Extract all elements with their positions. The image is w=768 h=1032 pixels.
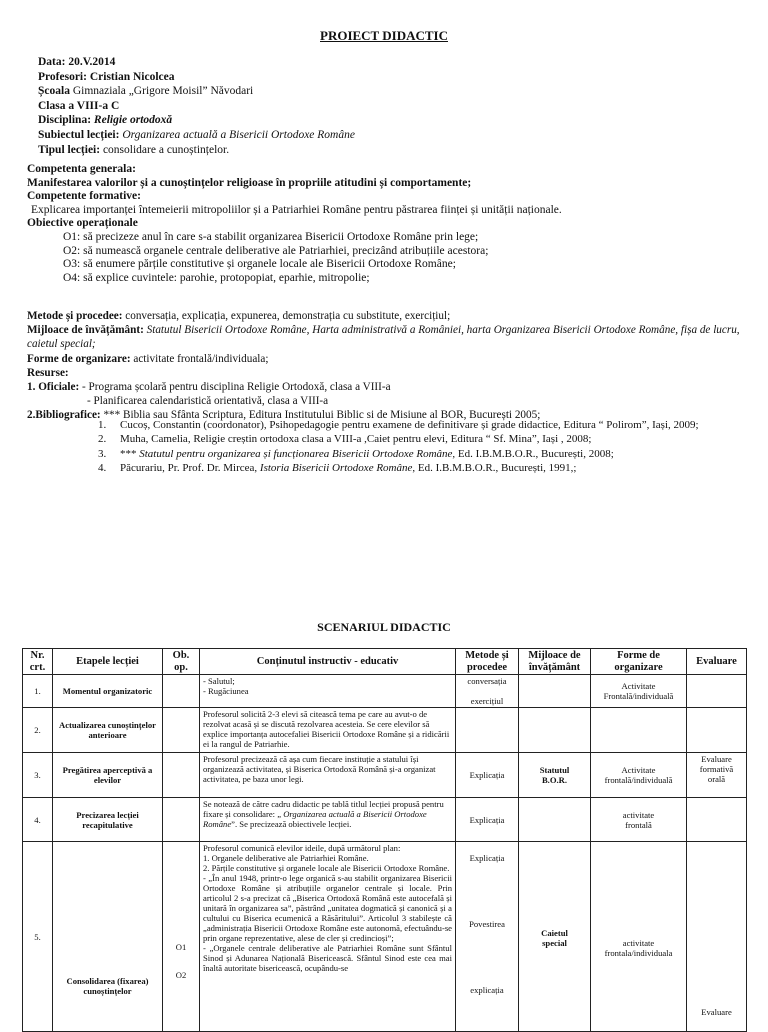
bibliography-item: 1. Cucoș, Constantin (coordonator), Psihopedagogie pentru examene de definitivare și grade didactice, Editura “ Polirom”, Iași, 2009; (98, 419, 699, 431)
header-forme: Forme de organizare (591, 649, 687, 675)
header-evaluare: Evaluare (687, 649, 747, 675)
official-label: 1. Oficiale: (27, 381, 80, 394)
discipline-value: Religie ortodoxă (93, 114, 173, 127)
subject-value: Organizarea actuală a Bisericii Ortodoxe Române (122, 128, 355, 141)
table-row: 3. Pregătirea aperceptivă a elevilor Profesorul precizează că așa cum fiecare instituție a statului își organizează activitatea, și Biserica Ortodoxă Română și-a organizat activitatea, pe baza unor legi. Explicația Statutul B.O.R. Activitate frontală/individuală Evaluare formativă orală (23, 753, 747, 798)
objectives-label: Obiective operaționale (27, 217, 138, 230)
date-label: Data: (38, 56, 66, 68)
bibliography-first: *** Biblia sau Sfânta Scriptura, Editura Institutului Biblic si de Misiune al BOR, București 2005; (103, 409, 541, 422)
official-item-2: - Planificarea calendaristică orientativă, clasa a VIII-a (87, 395, 329, 408)
lesson-header (38, 55, 355, 157)
header-ob: Ob. op. (163, 649, 200, 675)
header-mijloace: Mijloace de învățământ (519, 649, 591, 675)
header-nr: Nr. crt. (23, 649, 53, 675)
formative-competences-text: Explicarea importanței întemeierii mitropoliilor și a Patriarhiei Române pentru păstrarea ființei și unității naționale. (31, 203, 562, 216)
bibliography-item: 3. *** Statutul pentru organizarea și funcționarea Bisericii Ortodoxe Române, Ed. I.B.M.B.O.R., București, 2008; (98, 447, 614, 460)
objective-o1: O1: să precizeze anul în care s-a stabilit organizarea Bisericii Ortodoxe Române prin lege; (63, 230, 479, 243)
objective-o4: O4: să explice cuvintele: parohie, protopopiat, eparhie, mitropolie; (63, 271, 370, 284)
scenario-table (22, 648, 747, 1032)
means-value: Statutul Bisericii Ortodoxe Române, Harta administrativă a României, harta Organizarea Bisericii Ortodoxe Române, fișa de lucru, caietul special; (27, 324, 740, 351)
forms-label: Forme de organizare: (27, 352, 131, 365)
table-row: 5. Consolidarea (fixarea) cunoștințelor O1 O2 Profesorul comunică elevilor ideile, după următorul plan: 1. Organele deliberative ale Patriarhiei Române. 2. Părțile constitutive și organele locale ale Bisericii Ortodoxe Române. - „În anul 1948, printr-o lege organică s-au stabilit organizarea Bisericii Ortodoxe Române și atribuțiile organelor centrale și locale. Prin articolul 2 s-a precizat că „Biserica Ortodoxă Română este autocefală și unitară în organizarea sa”, păstrând „unitatea dogmatică și canonică și a cultului cu Biserica ecumenică a Răsăritului”. Articolul 3 stabilește că „administrația Bisericii Ortodoxe Române este autonomă, efectuându-se prin organe reprezentative, alese de cler și credincioși”; - „Organele centrale deliberative ale Patriarhiei Române sunt Sfântul Sinod și Adunarea Națională Bisericească. Sfântul Sinod este cea mai înaltă autoritate bisericească, ocupându-se Explicația Povestirea explicația Caietul special activitate frontala/individuala Evaluare (23, 842, 747, 1032)
table-row: 1. Momentul organizatoric - Salutul; - Rugăciunea conversația exercițiul Activitate Frontală/individuală (23, 675, 747, 708)
bibliography-list (0, 418, 699, 476)
competences-section (27, 163, 562, 285)
resources-label: Resurse: (27, 366, 69, 379)
lesson-type-value: consolidare a cunoștințelor. (102, 143, 230, 156)
class-value: Clasa a VIII-a C (38, 99, 120, 112)
date-value: 20.V.2014 (68, 56, 116, 68)
scenario-title: SCENARIUL DIDACTIC (317, 620, 451, 634)
bibliography-item: 2. Muha, Camelia, Religie creștin ortodoxa clasa a VIII-a ,Caiet pentru elevi, Editura “ Sf. Mina”, Iași , 2008; (98, 433, 592, 446)
school-value: Gimnaziala „Grigore Moisil” Năvodari (72, 85, 254, 98)
objective-o2: O2: să numească organele centrale deliberative ale Patriarhiei, precizând atribuțiile acestora; (63, 244, 489, 257)
table-row: 2. Actualizarea cunoștințelor anterioare Profesorul solicită 2-3 elevi să citească tema pe care au avut-o de rezolvat acasă și se discută rezolvarea acesteia. Se cere elevilor să explice importanța autocefaliei Bisericii Ortodoxe Române și a ridicării ei la rangul de Patriarhie. (23, 708, 747, 753)
objective-o3: O3: să enumere părțile constitutive și organele locale ale Bisericii Ortodoxe Române; (63, 258, 456, 271)
header-continut: Conținutul instructiv - educativ (200, 649, 456, 675)
resources-section (27, 309, 747, 423)
document-title: PROIECT DIDACTIC (320, 28, 448, 43)
formative-competences-label: Competente formative: (27, 190, 141, 203)
school-label: Școala (38, 85, 70, 98)
table-row: 4. Precizarea lecției recapitulative Se notează de către cadru didactic pe tablă titlul lecției propusă pentru fixare și consolidare: „ Organizarea actuală a Bisericii Ortodoxe Române”. Se precizează obiectivele lecției. Explicația activitate frontală (23, 798, 747, 842)
means-label: Mijloace de învățământ: (27, 324, 144, 337)
header-metode: Metode și procedee (456, 649, 519, 675)
methods-label: Metode și procedee: (27, 310, 123, 322)
forms-value: activitate frontală/individuala; (133, 352, 269, 365)
teachers-label: Profesori: (38, 70, 87, 83)
lesson-type-label: Tipul lecției: (38, 143, 101, 156)
methods-value: conversația, explicația, expunerea, demonstrația cu substitute, exercițiul; (125, 310, 451, 322)
header-etapa: Etapele lecției (53, 649, 163, 675)
teachers-value: Cristian Nicolcea (89, 70, 175, 83)
general-competence-label: Competenta generala: (27, 163, 136, 175)
general-competence-text: Manifestarea valorilor și a cunoștințelor religioase în propriile atitudini și comportamente; (27, 176, 472, 189)
bibliography-item: 4. Păcurariu, Pr. Prof. Dr. Mircea, Istoria Bisericii Ortodoxe Române, Ed. I.B.M.B.O.R., București, 1991,; (98, 462, 577, 475)
subject-label: Subiectul lecției: (38, 128, 120, 141)
discipline-label: Disciplina: (38, 114, 92, 127)
bibliography-label: 2.Bibliografice: (27, 409, 101, 422)
table-header-row (23, 649, 747, 675)
official-item-1: - Programa școlară pentru disciplina Religie Ortodoxă, clasa a VIII-a (82, 381, 391, 394)
